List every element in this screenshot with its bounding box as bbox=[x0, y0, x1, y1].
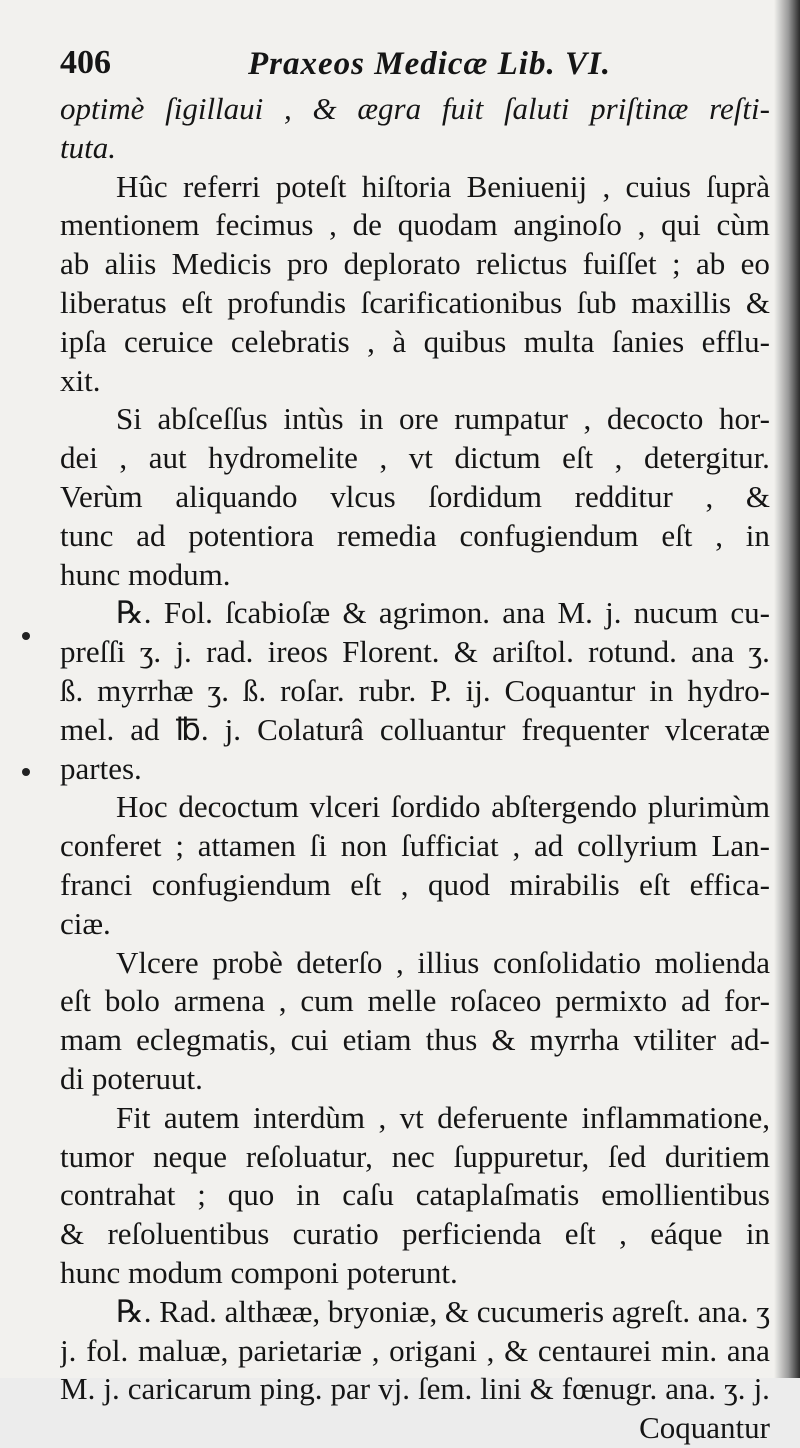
body-text bbox=[60, 90, 770, 1448]
text-line: Hûc referri poteſt hiſtoria Beniuenij , cuius ſuprà bbox=[116, 168, 770, 204]
text-line: liberatus eſt profundis ſcarificationibus ſub maxillis & bbox=[60, 284, 770, 320]
text-line: conferet ; attamen ſi non ſufficiat , ad collyrium Lan- bbox=[60, 828, 770, 864]
text-line: partes. bbox=[60, 750, 142, 786]
text-line: eſt bolo armena , cum melle roſaceo permixto ad for- bbox=[60, 983, 770, 1019]
text-line: ipſa ceruice celebratis , à quibus multa ſanies efflu- bbox=[60, 323, 770, 359]
text-line: tunc ad potentiora remedia confugiendum eſt , in bbox=[60, 517, 770, 553]
text-line: mentionem fecimus , de quodam anginoſo , qui cùm bbox=[60, 207, 770, 243]
text-line: di poteruut. bbox=[60, 1060, 203, 1096]
text-line: mel. ad ℔. j. Colaturâ colluantur frequenter vlceratæ bbox=[60, 711, 770, 747]
text-line: mam eclegmatis, cui etiam thus & myrrha vtiliter ad- bbox=[60, 1022, 770, 1058]
ink-speck bbox=[22, 768, 30, 776]
text-line: & reſoluentibus curatio perficienda eſt , eáque in bbox=[60, 1216, 770, 1252]
text-line: j. fol. maluæ, parietariæ , origani , & centaurei min. ana bbox=[60, 1332, 770, 1368]
text-line: ℞. Rad. althææ, bryoniæ, & cucumeris agreſt. ana. ʒ bbox=[116, 1293, 770, 1329]
text-line: hunc modum componi poterunt. bbox=[60, 1254, 458, 1290]
text-line: ciæ. bbox=[60, 905, 111, 941]
text-line: tumor neque reſoluatur, nec ſuppuretur, ſed duritiem bbox=[60, 1138, 770, 1174]
running-header bbox=[60, 44, 750, 94]
text-line: contrahat ; quo in caſu cataplaſmatis emollientibus bbox=[60, 1177, 770, 1213]
text-line: Vlcere probè deterſo , illius conſolidatio molienda bbox=[116, 944, 770, 980]
text-line: Hoc decoctum vlceri ſordido abſtergendo plurimùm bbox=[116, 789, 770, 825]
text-line: Verùm aliquando vlcus ſordidum redditur , & bbox=[60, 478, 770, 514]
running-title: Praxeos Medicæ Lib. VI. bbox=[248, 46, 612, 82]
text-line: preſſi ʒ. j. rad. ireos Florent. & ariſtol. rotund. ana ʒ. bbox=[60, 634, 770, 670]
text-line: M. j. caricarum ping. par vj. ſem. lini & fœnugr. ana. ʒ. j. bbox=[60, 1371, 770, 1407]
text-line: Fit autem interdùm , vt deferuente inflammatione, bbox=[116, 1099, 770, 1135]
text-line: ß. myrrhæ ʒ. ß. roſar. rubr. P. ij. Coquantur in hydro- bbox=[60, 672, 770, 708]
text-line: ℞. Fol. ſcabioſæ & agrimon. ana M. j. nucum cu- bbox=[116, 595, 770, 631]
text-line: optimè ſigillaui , & ægra fuit ſaluti priſtinæ reſti- bbox=[60, 91, 770, 126]
text-line: Si abſceſſus intùs in ore rumpatur , decocto hor- bbox=[116, 401, 770, 437]
text-line: ab aliis Medicis pro deplorato relictus fuiſſet ; ab eo bbox=[60, 246, 770, 282]
catchword: Coquantur bbox=[639, 1410, 770, 1446]
text-line: tuta. bbox=[60, 129, 116, 165]
text-line: franci confugiendum eſt , quod mirabilis eſt effica- bbox=[60, 866, 770, 902]
page-gutter-shadow bbox=[774, 0, 800, 1378]
ink-speck bbox=[22, 632, 30, 640]
page-number: 406 bbox=[60, 44, 111, 81]
text-line: dei , aut hydromelite , vt dictum eſt , detergitur. bbox=[60, 440, 770, 476]
text-line: xit. bbox=[60, 362, 101, 398]
text-line: hunc modum. bbox=[60, 556, 231, 592]
